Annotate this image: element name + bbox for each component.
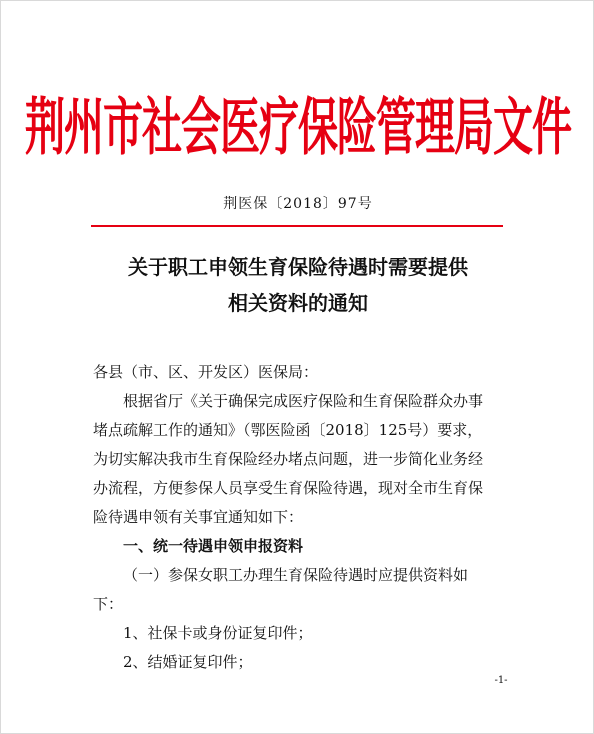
salutation: 各县（市、区、开发区）医保局： — [93, 363, 319, 381]
subsection-line: 下： — [93, 595, 124, 613]
paragraph-line: 险待遇申领有关事宜通知如下： — [93, 508, 304, 526]
subsection-line: （一）参保女职工办理生育保险待遇时应提供资料如 — [123, 566, 469, 584]
list-item: 2、结婚证复印件； — [123, 653, 253, 671]
paragraph-line: 根据省厅《关于确保完成医疗保险和生育保险群众办事 — [123, 392, 484, 410]
masthead-title: 荆州市社会医疗保险管理局文件 — [25, 92, 571, 164]
section-heading: 一、统一待遇申领申报资料 — [123, 537, 304, 555]
list-item: 1、社保卡或身份证复印件； — [123, 624, 313, 642]
document-number: 荆医保〔2018〕97号 — [223, 196, 373, 212]
paragraph-line: 为切实解决我市生育保险经办堵点问题，进一步简化业务经 — [93, 450, 484, 468]
notice-title-line-2: 相关资料的通知 — [228, 291, 368, 315]
paragraph-line: 办流程，方便参保人员享受生育保险待遇，现对全市生育保 — [93, 479, 484, 497]
notice-title-line-1: 关于职工申领生育保险待遇时需要提供 — [128, 255, 468, 279]
paragraph-line: 堵点疏解工作的通知》（鄂医险函〔2018〕125号）要求， — [93, 421, 483, 439]
red-divider-rule — [91, 225, 503, 227]
page-number: -1- — [494, 675, 508, 686]
